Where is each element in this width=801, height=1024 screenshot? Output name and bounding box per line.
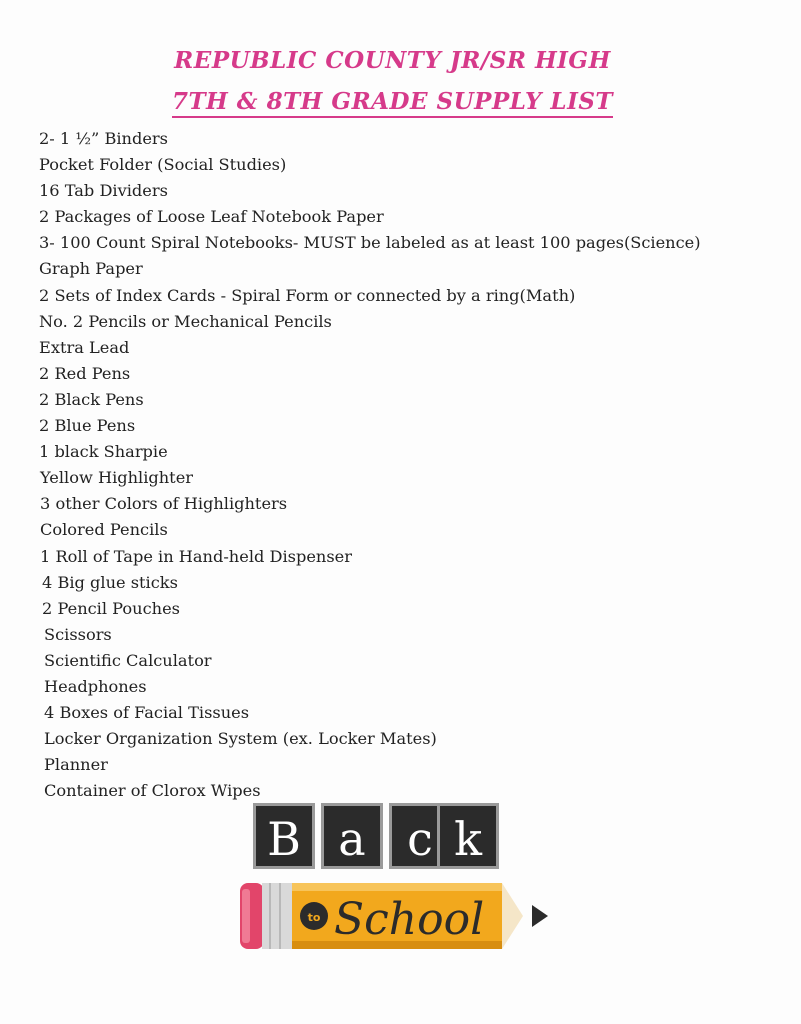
supply-item: Container of Clorox Wipes [44,781,261,801]
pencil-graphic [240,883,548,949]
back-tiles [253,803,499,869]
supply-item: 4 Big glue sticks [42,572,178,592]
supply-item: Pocket Folder (Social Studies) [39,155,287,175]
supply-item: Headphones [44,676,147,696]
svg-text:c: c [407,812,433,866]
pencil-wood [502,883,523,949]
supply-item: 1 Roll of Tape in Hand-held Dispenser [40,546,352,566]
tile-a [321,803,383,869]
school-title [0,47,793,74]
svg-text:to: to [307,911,321,924]
pencil-tip-icon [532,905,548,927]
supply-item: 2 Pencil Pouches [42,598,180,618]
supply-item: 2 Sets of Index Cards - Spiral Form or connected by a ring(Math) [39,285,576,305]
supply-item: 2 Packages of Loose Leaf Notebook Paper [39,207,384,227]
supply-item: Extra Lead [39,337,130,357]
supply-list [39,126,701,804]
supply-item: No. 2 Pencils or Mechanical Pencils [39,311,332,331]
supply-item: Locker Organization System (ex. Locker Mates) [44,729,437,749]
pencil-ferrule [262,883,292,949]
supply-item: 2 Red Pens [39,363,131,383]
supply-item: Colored Pencils [40,520,168,540]
list-title [0,88,793,115]
supply-item: 4 Boxes of Facial Tissues [44,703,250,723]
supply-item: Graph Paper [39,259,143,279]
svg-text:k: k [454,812,482,866]
svg-text:B: B [267,812,301,866]
supply-item: Planner [44,755,108,775]
supply-item: Yellow Highlighter [40,468,194,488]
svg-text:a: a [338,812,366,866]
supply-item: 1 black Sharpie [39,442,168,462]
supply-item: 3 other Colors of Highlighters [40,494,288,514]
list-title-text: 7TH & 8TH GRADE SUPPLY LIST [172,88,613,118]
supply-item: 2 Blue Pens [39,416,136,436]
supply-item: Scientific Calculator [44,650,212,670]
school-word: School [334,894,485,945]
tile-b [253,803,315,869]
supply-item: 3- 100 Count Spiral Notebooks- MUST be labeled as at least 100 pages(Science) [39,233,701,253]
supply-item: 2 Black Pens [39,389,144,409]
school-title-text: REPUBLIC COUNTY JR/SR HIGH [174,47,611,74]
back-to-school-logo [238,803,558,953]
supply-item: 16 Tab Dividers [39,181,168,201]
supply-item: Scissors [44,624,112,644]
tile-k [437,803,499,869]
supply-item: 2- 1 ½” Binders [39,129,168,148]
